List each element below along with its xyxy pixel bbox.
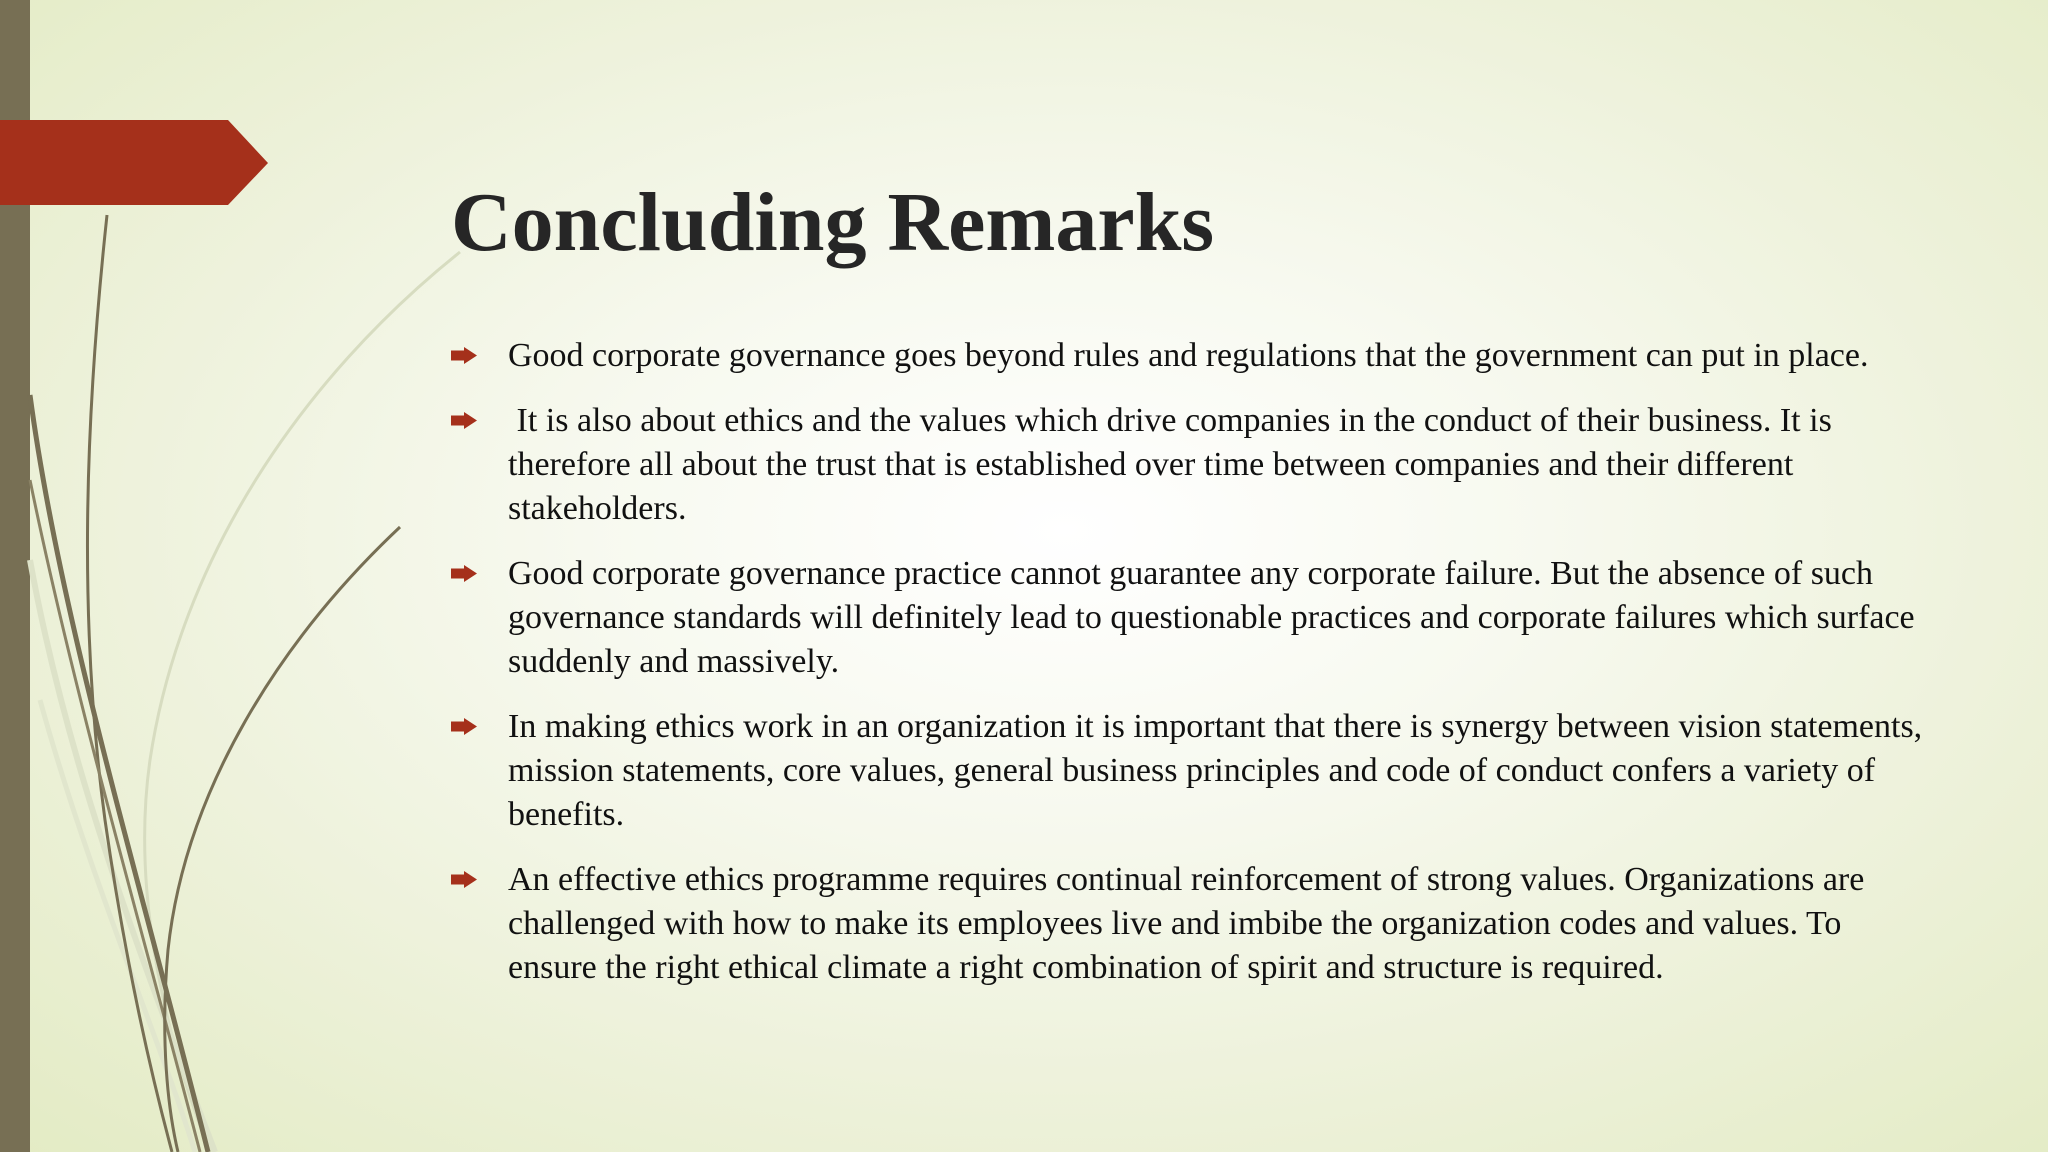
bullet-item (451, 399, 1926, 531)
bullet-item (451, 552, 1926, 684)
bullet-item (451, 858, 1926, 990)
arrow-right-icon (451, 565, 477, 582)
bullet-item (451, 705, 1926, 837)
pentagon-arrow-banner (0, 120, 268, 205)
slide-title: Concluding Remarks (451, 176, 1215, 269)
bullet-text: Good corporate governance goes beyond rules and regulations that the government can put in place. (508, 337, 1869, 374)
bullet-list (451, 334, 1926, 1011)
arrow-right-icon (451, 871, 477, 888)
arrow-right-icon (451, 347, 477, 364)
bullet-item (451, 334, 1926, 378)
bullet-text: In making ethics work in an organization it is important that there is synergy between vision statements, mission statements, core values, general business principles and code of conduct confers a variety of benefits. (508, 708, 1923, 833)
bullet-text: It is also about ethics and the values which drive companies in the conduct of their business. It is therefore all about the trust that is established over time between companies and their different stakeholders. (508, 402, 1832, 527)
bullet-text: An effective ethics programme requires continual reinforcement of strong values. Organizations are challenged with how to make its employees live and imbibe the organization codes and values. To ensure the right ethical climate a right combination of spirit and structure is required. (508, 861, 1865, 986)
bullet-text: Good corporate governance practice cannot guarantee any corporate failure. But the absence of such governance standards will definitely lead to questionable practices and corporate failures which surface suddenly and massively. (508, 555, 1915, 680)
arrow-right-icon (451, 412, 477, 429)
arrow-right-icon (451, 718, 477, 735)
